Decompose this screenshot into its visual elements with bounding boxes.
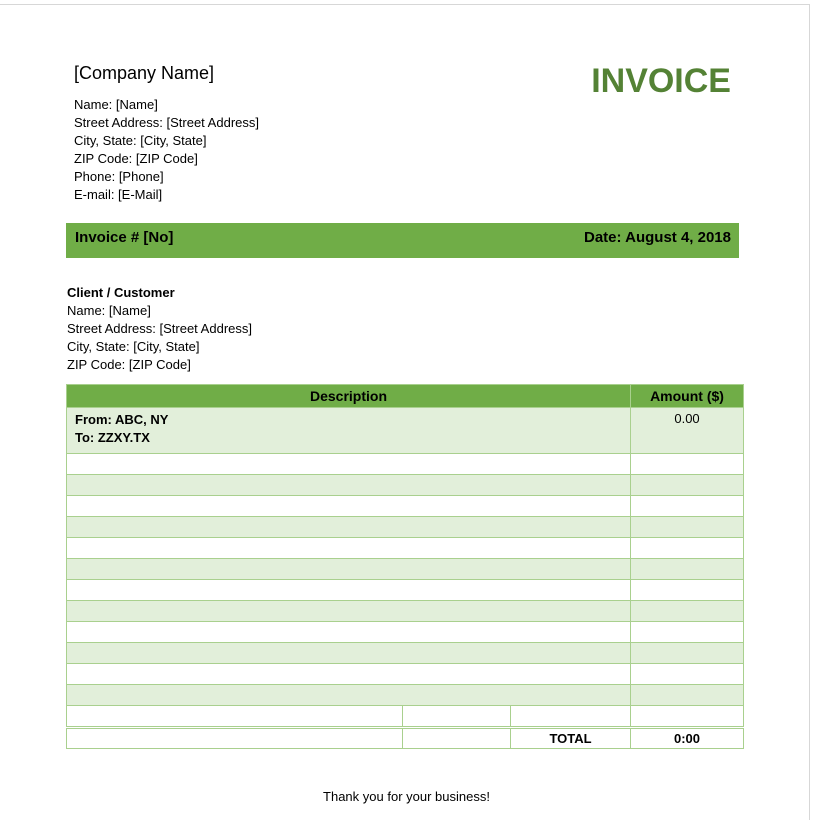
table-row (67, 622, 744, 643)
amount-cell[interactable] (631, 643, 744, 664)
table-row (67, 517, 744, 538)
client-zip-line: ZIP Code: [ZIP Code] (67, 357, 191, 372)
amount-cell[interactable] (631, 538, 744, 559)
item-from: From: ABC, NY (75, 412, 169, 427)
company-email-line: E-mail: [E-Mail] (74, 187, 163, 202)
client-heading: Client / Customer (67, 285, 175, 300)
client-street-line: Street Address: [Street Address] (67, 321, 252, 336)
description-cell[interactable] (67, 643, 631, 664)
company-details (74, 96, 259, 204)
table-row (67, 580, 744, 601)
table-row (67, 496, 744, 517)
amount-cell[interactable] (631, 601, 744, 622)
amount-cell[interactable] (631, 622, 744, 643)
client-city-line: City, State: [City, State] (67, 339, 200, 354)
total-empty-cell (403, 728, 511, 749)
company-phone-line: Phone: [Phone] (74, 169, 164, 184)
description-cell[interactable] (67, 517, 631, 538)
item-amount-cell[interactable]: 0.00 (631, 408, 744, 454)
table-spacer-row (67, 706, 744, 728)
amount-cell[interactable] (631, 664, 744, 685)
table-row (67, 664, 744, 685)
company-name: [Company Name] (74, 63, 215, 83)
description-cell[interactable] (67, 622, 631, 643)
invoice-date: Date: August 4, 2018 (584, 229, 731, 246)
amount-cell[interactable] (631, 580, 744, 601)
description-cell[interactable] (67, 664, 631, 685)
description-cell[interactable] (67, 559, 631, 580)
description-cell[interactable] (67, 601, 631, 622)
company-street-line: Street Address: [Street Address] (74, 115, 259, 130)
company-zip-line: ZIP Code: [ZIP Code] (74, 151, 198, 166)
company-name-line: Name: [Name] (74, 97, 158, 112)
spacer-cell (511, 706, 631, 728)
spacer-cell (631, 706, 744, 728)
client-name-line: Name: [Name] (67, 303, 151, 318)
amount-cell[interactable] (631, 454, 744, 475)
table-row (67, 559, 744, 580)
table-row (67, 601, 744, 622)
amount-cell[interactable] (631, 685, 744, 706)
total-empty-cell (67, 728, 403, 749)
table-row (67, 685, 744, 706)
item-description-cell[interactable] (67, 408, 631, 454)
items-table (66, 384, 744, 749)
description-cell[interactable] (67, 475, 631, 496)
spacer-cell (403, 706, 511, 728)
amount-cell[interactable] (631, 475, 744, 496)
description-cell[interactable] (67, 580, 631, 601)
description-cell[interactable] (67, 454, 631, 475)
item-to: To: ZZXY.TX (75, 430, 150, 445)
table-row (67, 643, 744, 664)
total-label: TOTAL (511, 728, 631, 749)
description-cell[interactable] (67, 685, 631, 706)
table-row (67, 408, 744, 454)
table-row (67, 538, 744, 559)
table-row (67, 475, 744, 496)
invoice-banner (66, 223, 739, 258)
amount-cell[interactable] (631, 559, 744, 580)
invoice-title: INVOICE (591, 62, 731, 100)
table-header-row (67, 385, 744, 408)
amount-header: Amount ($) (631, 385, 744, 408)
description-cell[interactable] (67, 496, 631, 517)
description-cell[interactable] (67, 538, 631, 559)
company-city-line: City, State: [City, State] (74, 133, 207, 148)
amount-cell[interactable] (631, 517, 744, 538)
total-row (67, 728, 744, 749)
invoice-number: Invoice # [No] (75, 229, 174, 246)
table-row (67, 454, 744, 475)
amount-cell[interactable] (631, 496, 744, 517)
total-value: 0:00 (631, 728, 744, 749)
thank-you-note: Thank you for your business! (323, 789, 490, 804)
client-block (67, 284, 252, 374)
description-header: Description (67, 385, 631, 408)
spacer-cell (67, 706, 403, 728)
